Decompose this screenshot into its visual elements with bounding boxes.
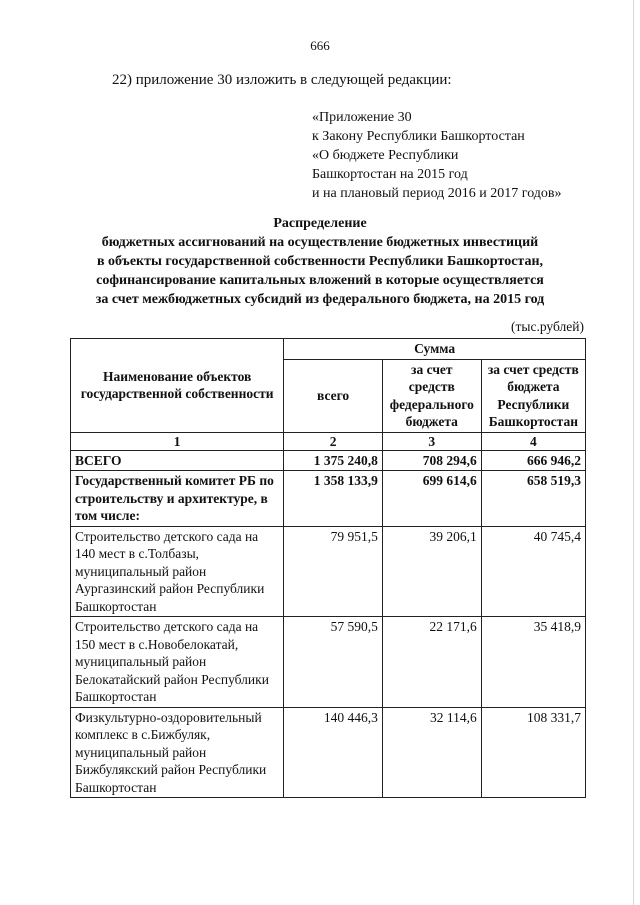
table-row-total [71,450,586,471]
appendix-line: Башкортостан на 2015 год [312,167,468,182]
heading-line: бюджетных ассигнований на осуществление бюджетных инвестиций [101,235,539,250]
header-sum: Сумма [284,339,586,360]
header-total: всего [284,359,383,432]
table-row [71,617,586,708]
header-row [71,339,586,360]
header-republic: за счет средств бюджета Республики Башкортостан [481,359,585,432]
row-name: Строительство детского сада на 140 мест в с.Толбазы, муниципальный район Аургазинский район Республики Башкортостан [71,526,284,617]
table-row [71,707,586,798]
row-federal: 699 614,6 [382,471,481,527]
row-republic: 35 418,9 [481,617,585,708]
column-number: 2 [284,432,383,450]
row-name: Физкультурно-оздоровительный комплекс в с.Бижбуляк, муниципальный район Бижбулякский район Республики Башкортостан [71,707,284,798]
appendix-reference [312,108,562,203]
document-heading [0,214,640,309]
row-total: 79 951,5 [284,526,383,617]
row-federal: 32 114,6 [382,707,481,798]
scan-edge [633,0,634,905]
row-name: Государственный комитет РБ по строительству и архитектуре, в том числе: [71,471,284,527]
page-number: 666 [310,38,330,53]
appendix-line: и на плановый период 2016 и 2017 годов» [312,186,562,201]
row-republic: 108 331,7 [481,707,585,798]
intro-text: 22) приложение 30 изложить в следующей редакции: [112,72,452,88]
appendix-line: к Закону Республики Башкортостан [312,129,525,144]
header-name: Наименование объектов государственной собственности [71,339,284,433]
row-total: 1 375 240,8 [284,450,383,471]
row-federal: 22 171,6 [382,617,481,708]
heading-line: Распределение [273,216,367,231]
row-name: ВСЕГО [71,450,284,471]
column-number: 4 [481,432,585,450]
heading-line: в объекты государственной собственности Республики Башкортостан, [96,254,544,269]
appendix-line: «Приложение 30 [312,110,412,125]
row-total: 140 446,3 [284,707,383,798]
heading-line: за счет межбюджетных субсидий из федерального бюджета, на 2015 год [95,292,545,307]
row-republic: 658 519,3 [481,471,585,527]
budget-table [70,338,586,798]
appendix-line: «О бюджете Республики [312,148,459,163]
heading-line: софинансирование капитальных вложений в которые осуществляется [96,273,544,288]
units-label: (тыс.рублей) [511,319,584,334]
column-number: 1 [71,432,284,450]
column-number-row [71,432,586,450]
row-federal: 39 206,1 [382,526,481,617]
row-total: 1 358 133,9 [284,471,383,527]
header-federal: за счет средств федерального бюджета [382,359,481,432]
row-republic: 40 745,4 [481,526,585,617]
row-name: Строительство детского сада на 150 мест в с.Новобелокатай, муниципальный район Белокатайский район Республики Башкортостан [71,617,284,708]
row-federal: 708 294,6 [382,450,481,471]
table-row [71,471,586,527]
column-number: 3 [382,432,481,450]
table-row [71,526,586,617]
row-republic: 666 946,2 [481,450,585,471]
row-total: 57 590,5 [284,617,383,708]
